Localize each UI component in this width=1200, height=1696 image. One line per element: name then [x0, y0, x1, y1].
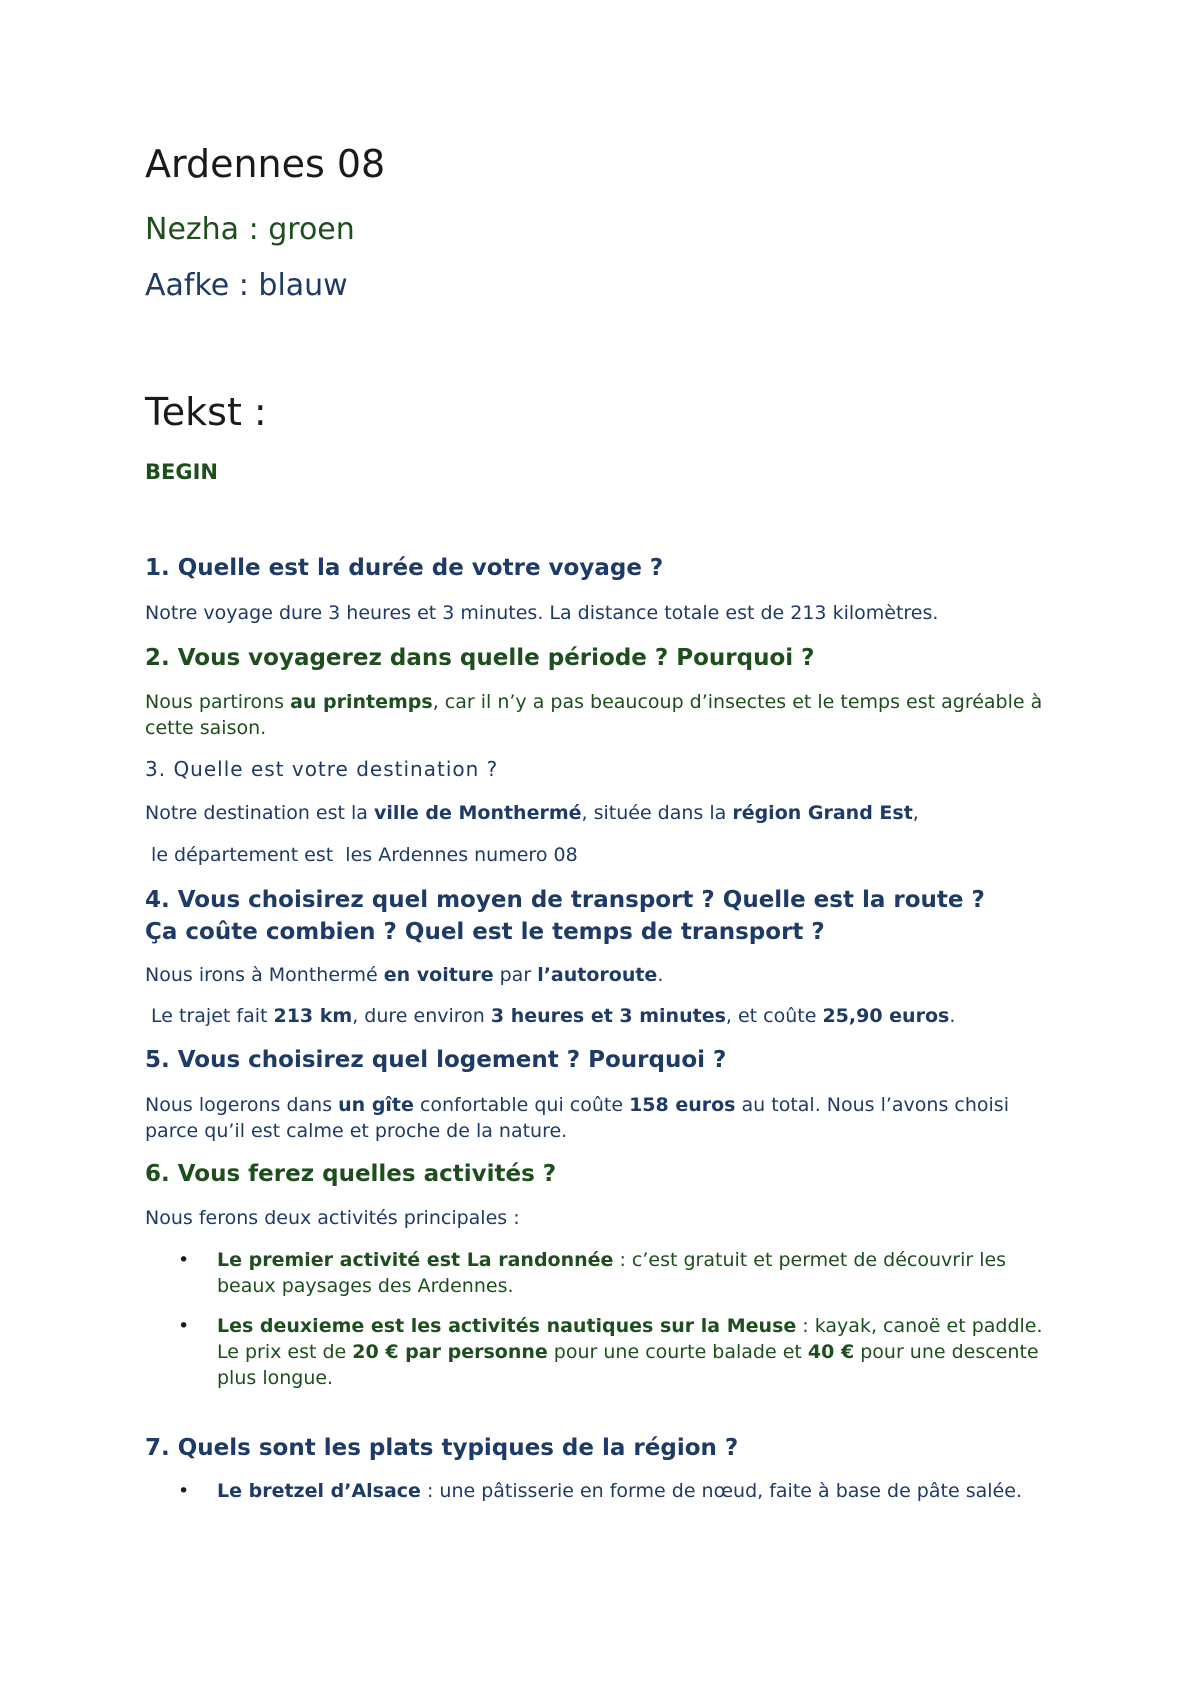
- bullet-text: Le bretzel d’Alsace : une pâtisserie en forme de nœud, faite à base de pâte salée.: [217, 1480, 1022, 1502]
- answer-4-line-2: Le trajet fait 213 km, dure environ 3 heures et 3 minutes, et coûte 25,90 euros.: [145, 1005, 956, 1027]
- bullet-dot: •: [178, 1315, 190, 1337]
- question-5: 5. Vous choisirez quel logement ? Pourquoi ?: [145, 1047, 727, 1073]
- document-title: Ardennes 08: [145, 142, 386, 186]
- tekst-heading: Tekst :: [145, 390, 267, 434]
- question-4-line-1: 4. Vous choisirez quel moyen de transport ? Quelle est la route ?: [145, 887, 985, 913]
- bullet-text: Le premier activité est La randonnée : c’est gratuit et permet de découvrir les beaux paysages des Ardennes.: [217, 1249, 1007, 1297]
- question-4-line-2: Ça coûte combien ? Quel est le temps de transport ?: [145, 919, 825, 945]
- bullet-text: Les deuxieme est les activités nautiques sur la Meuse : kayak, canoë et paddle. Le prix est de 20 € par personne pour une courte balade et 40 € pour une descente plus longue.: [217, 1315, 1043, 1389]
- answer-2: Nous partirons au printemps, car il n’y a pas beaucoup d’insectes et le temps est agréable à cette saison.: [145, 691, 1043, 739]
- question-3: 3. Quelle est votre destination ?: [145, 757, 499, 781]
- begin-label: BEGIN: [145, 460, 218, 484]
- answer-6-intro: Nous ferons deux activités principales :: [145, 1207, 520, 1229]
- bullet-dot: •: [178, 1249, 190, 1271]
- question-6: 6. Vous ferez quelles activités ?: [145, 1161, 557, 1187]
- answer-1: Notre voyage dure 3 heures et 3 minutes. La distance totale est de 213 kilomètres.: [145, 602, 939, 624]
- answer-3-line-2: le département est les Ardennes numero 08: [145, 844, 578, 866]
- question-1: 1. Quelle est la durée de votre voyage ?: [145, 555, 664, 581]
- legend-aafke: Aafke : blauw: [145, 268, 348, 303]
- question-2: 2. Vous voyagerez dans quelle période ? Pourquoi ?: [145, 645, 815, 671]
- answer-3: Notre destination est la ville de Monthermé, située dans la région Grand Est,: [145, 802, 919, 824]
- question-4: [145, 884, 1065, 948]
- answer-4-line-1: Nous irons à Monthermé en voiture par l’autoroute.: [145, 964, 664, 986]
- legend-nezha: Nezha : groen: [145, 212, 355, 247]
- answer-5: Nous logerons dans un gîte confortable qui coûte 158 euros au total. Nous l’avons choisi parce qu’il est calme et proche de la nature.: [145, 1094, 1009, 1142]
- bullet-dot: •: [178, 1480, 190, 1502]
- question-7: 7. Quels sont les plats typiques de la région ?: [145, 1435, 739, 1461]
